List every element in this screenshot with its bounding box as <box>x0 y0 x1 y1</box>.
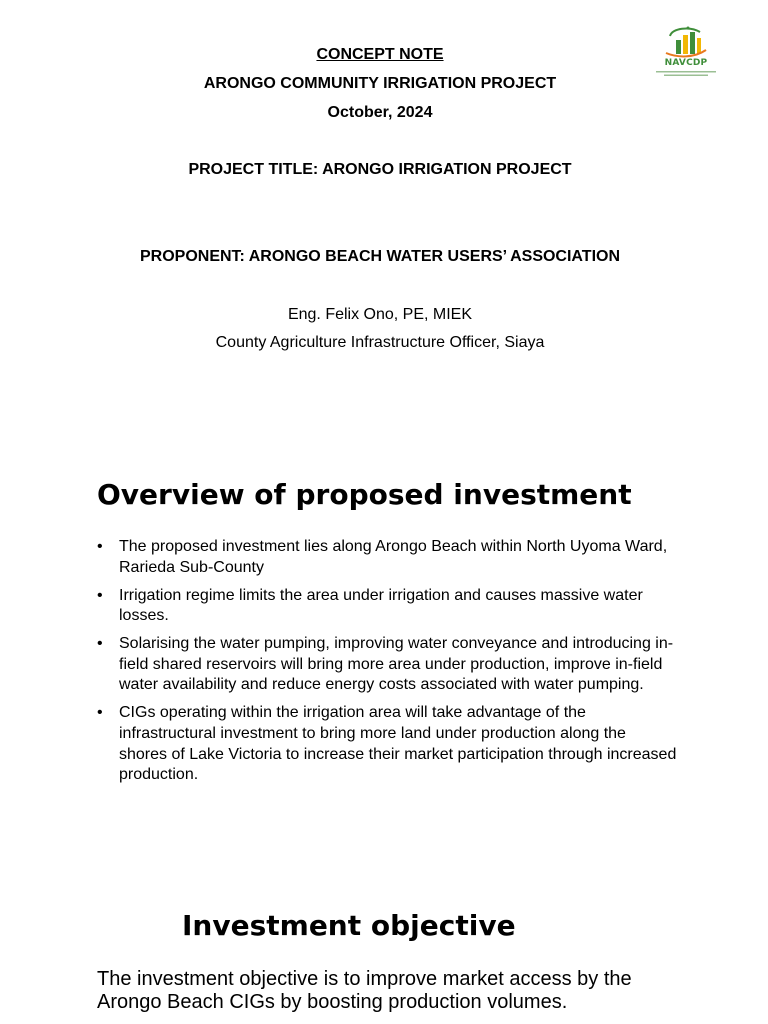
navcdp-logo <box>650 26 722 82</box>
logo-tagline-icon <box>654 70 718 78</box>
bullet-icon: • <box>97 635 103 653</box>
list-item <box>97 586 677 627</box>
bullet-icon: • <box>97 538 103 555</box>
objective-text: The investment objective is to improve market access by the Arongo Beach CIGs by boosting production volumes. <box>97 968 632 1013</box>
document-type: CONCEPT NOTE <box>316 46 444 63</box>
document-date: October, 2024 <box>327 104 433 121</box>
navcdp-logo-icon <box>650 26 722 60</box>
list-item <box>97 537 677 578</box>
author-role: County Agriculture Infrastructure Officer, Siaya <box>215 334 545 351</box>
project-title: PROJECT TITLE: ARONGO IRRIGATION PROJECT <box>188 161 572 178</box>
objective-heading: Investment objective <box>182 909 516 942</box>
project-name: ARONGO COMMUNITY IRRIGATION PROJECT <box>203 75 557 92</box>
bullet-icon: • <box>97 704 103 722</box>
logo-label: NAVCDP <box>664 58 708 68</box>
bullet-text: CIGs operating within the irrigation area will take advantage of the infrastructural investment to bring more land under production along the shores of Lake Victoria to increase their market participation through increased production. <box>119 704 677 784</box>
list-item <box>97 703 677 785</box>
bullet-text: The proposed investment lies along Arongo Beach within North Uyoma Ward, Rarieda Sub-County <box>119 538 668 576</box>
author-name: Eng. Felix Ono, PE, MIEK <box>287 306 473 323</box>
proponent: PROPONENT: ARONGO BEACH WATER USERS’ ASSOCIATION <box>139 248 621 265</box>
overview-bullet-list <box>97 537 677 793</box>
list-item <box>97 634 677 696</box>
bullet-text: Irrigation regime limits the area under irrigation and causes massive water losses. <box>119 586 643 625</box>
bullet-icon: • <box>97 586 103 604</box>
bullet-text: Solarising the water pumping, improving water conveyance and introducing in-field shared reservoirs will bring more area under production, improve in-field water availability and reduce energy costs associated with water pumping. <box>119 635 674 694</box>
overview-heading: Overview of proposed investment <box>97 478 632 511</box>
